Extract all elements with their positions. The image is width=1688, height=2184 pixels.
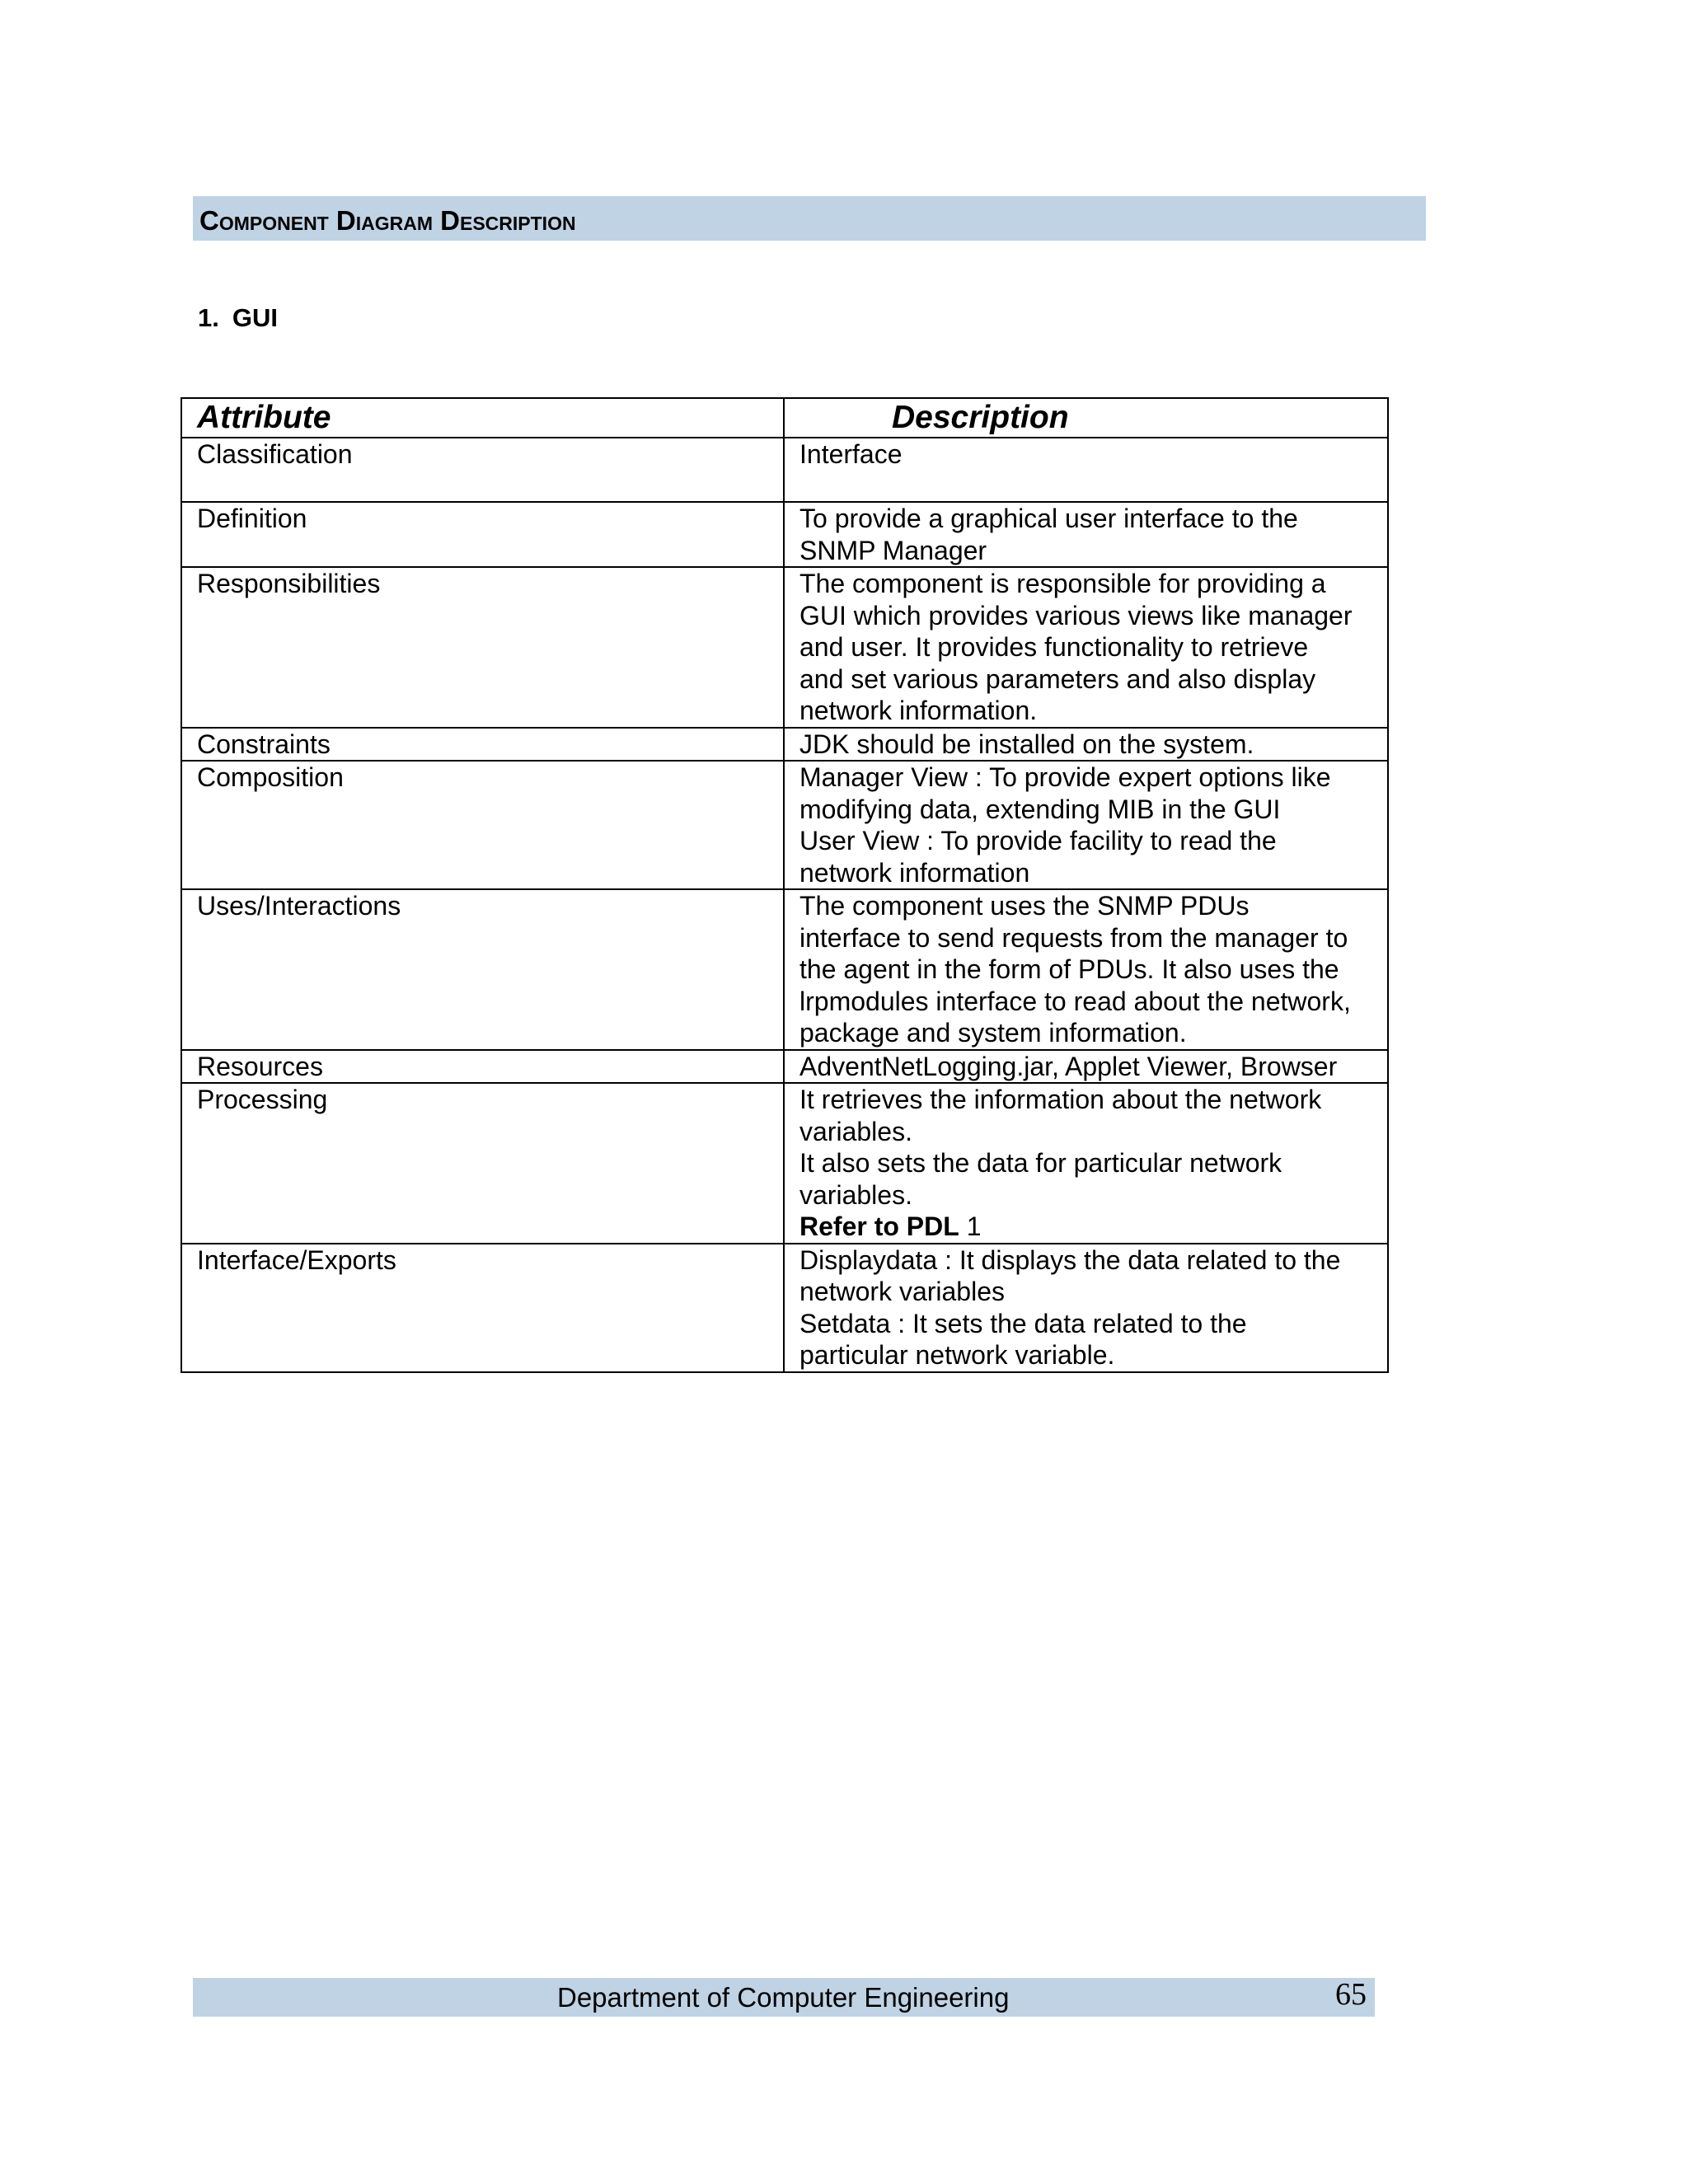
description-line: lrpmodules interface to read about the network, — [799, 986, 1351, 1016]
description-line: variables. — [799, 1116, 912, 1146]
attribute-cell: Interface/Exports — [181, 1244, 784, 1372]
table-row — [181, 567, 1388, 728]
description-line: The component uses the SNMP PDUs — [799, 891, 1250, 921]
description-cell — [784, 728, 1388, 762]
description-line: variables. — [799, 1179, 912, 1210]
page-number: 65 — [1335, 1977, 1367, 2012]
description-line: SNMP Manager — [799, 535, 987, 565]
reference-bold: Refer to PDL — [799, 1212, 959, 1241]
table-row — [181, 728, 1388, 762]
description-line: the agent in the form of PDUs. It also uses the — [799, 954, 1339, 984]
description-cell — [784, 1083, 1388, 1244]
table-row — [181, 1244, 1388, 1372]
attribute-cell: Composition — [181, 761, 784, 889]
description-line: JDK should be installed on the system. — [799, 729, 1254, 759]
section-heading-bar — [193, 196, 1426, 241]
subheading — [198, 303, 278, 333]
table-row — [181, 1050, 1388, 1084]
reference-line — [799, 1211, 1376, 1243]
subheading-number: 1. — [198, 303, 219, 332]
description-line: User View : To provide facility to read the — [799, 826, 1277, 855]
subheading-label: GUI — [232, 303, 278, 332]
description-line: It retrieves the information about the network — [799, 1085, 1322, 1114]
description-cell — [784, 438, 1388, 502]
description-line: modifying data, extending MIB in the GUI — [799, 794, 1281, 824]
table-row — [181, 502, 1388, 567]
attribute-cell: Resources — [181, 1050, 784, 1084]
description-line: particular network variable. — [799, 1340, 1115, 1370]
table-header-row — [181, 398, 1388, 438]
description-cell — [784, 1244, 1388, 1372]
description-line: Interface — [799, 439, 903, 469]
section-title: Component Diagram Description — [199, 204, 576, 236]
description-line: package and system information. — [799, 1018, 1187, 1047]
description-cell — [784, 761, 1388, 889]
description-line: and set various parameters and also display — [799, 663, 1316, 694]
attribute-cell: Definition — [181, 502, 784, 567]
description-line: Setdata : It sets the data related to the — [799, 1308, 1247, 1338]
description-line: GUI which provides various views like manager — [799, 600, 1353, 630]
description-cell — [784, 889, 1388, 1050]
attribute-cell: Uses/Interactions — [181, 889, 784, 1050]
description-cell — [784, 502, 1388, 567]
description-line: network information. — [799, 696, 1038, 725]
attribute-cell: Constraints — [181, 728, 784, 762]
description-line: It also sets the data for particular network — [799, 1148, 1282, 1178]
description-line: Displaydata : It displays the data related to the — [799, 1244, 1341, 1275]
description-cell — [784, 1050, 1388, 1084]
description-line: The component is responsible for providing a — [799, 569, 1326, 598]
footer-department: Department of Computer Engineering — [557, 1982, 1010, 2013]
reference-number: 1 — [959, 1212, 982, 1241]
description-line: network information — [799, 857, 1030, 888]
table-row — [181, 438, 1388, 502]
table-row — [181, 1083, 1388, 1244]
description-line: and user. It provides functionality to retrieve — [799, 632, 1309, 662]
attribute-cell: Classification — [181, 438, 784, 502]
description-line: AdventNetLogging.jar, Applet Viewer, Browser — [799, 1051, 1338, 1081]
header-attribute: Attribute — [181, 398, 784, 438]
attribute-table — [181, 397, 1389, 1373]
description-line: interface to send requests from the manager to — [799, 922, 1348, 953]
description-line: To provide a graphical user interface to the — [799, 504, 1298, 533]
table-row — [181, 761, 1388, 889]
description-line: network variables — [799, 1277, 1005, 1306]
attribute-cell: Processing — [181, 1083, 784, 1244]
attribute-cell: Responsibilities — [181, 567, 784, 728]
header-description: Description — [784, 398, 1388, 438]
table-row — [181, 889, 1388, 1050]
description-cell — [784, 567, 1388, 728]
description-line: Manager View : To provide expert options like — [799, 762, 1331, 792]
